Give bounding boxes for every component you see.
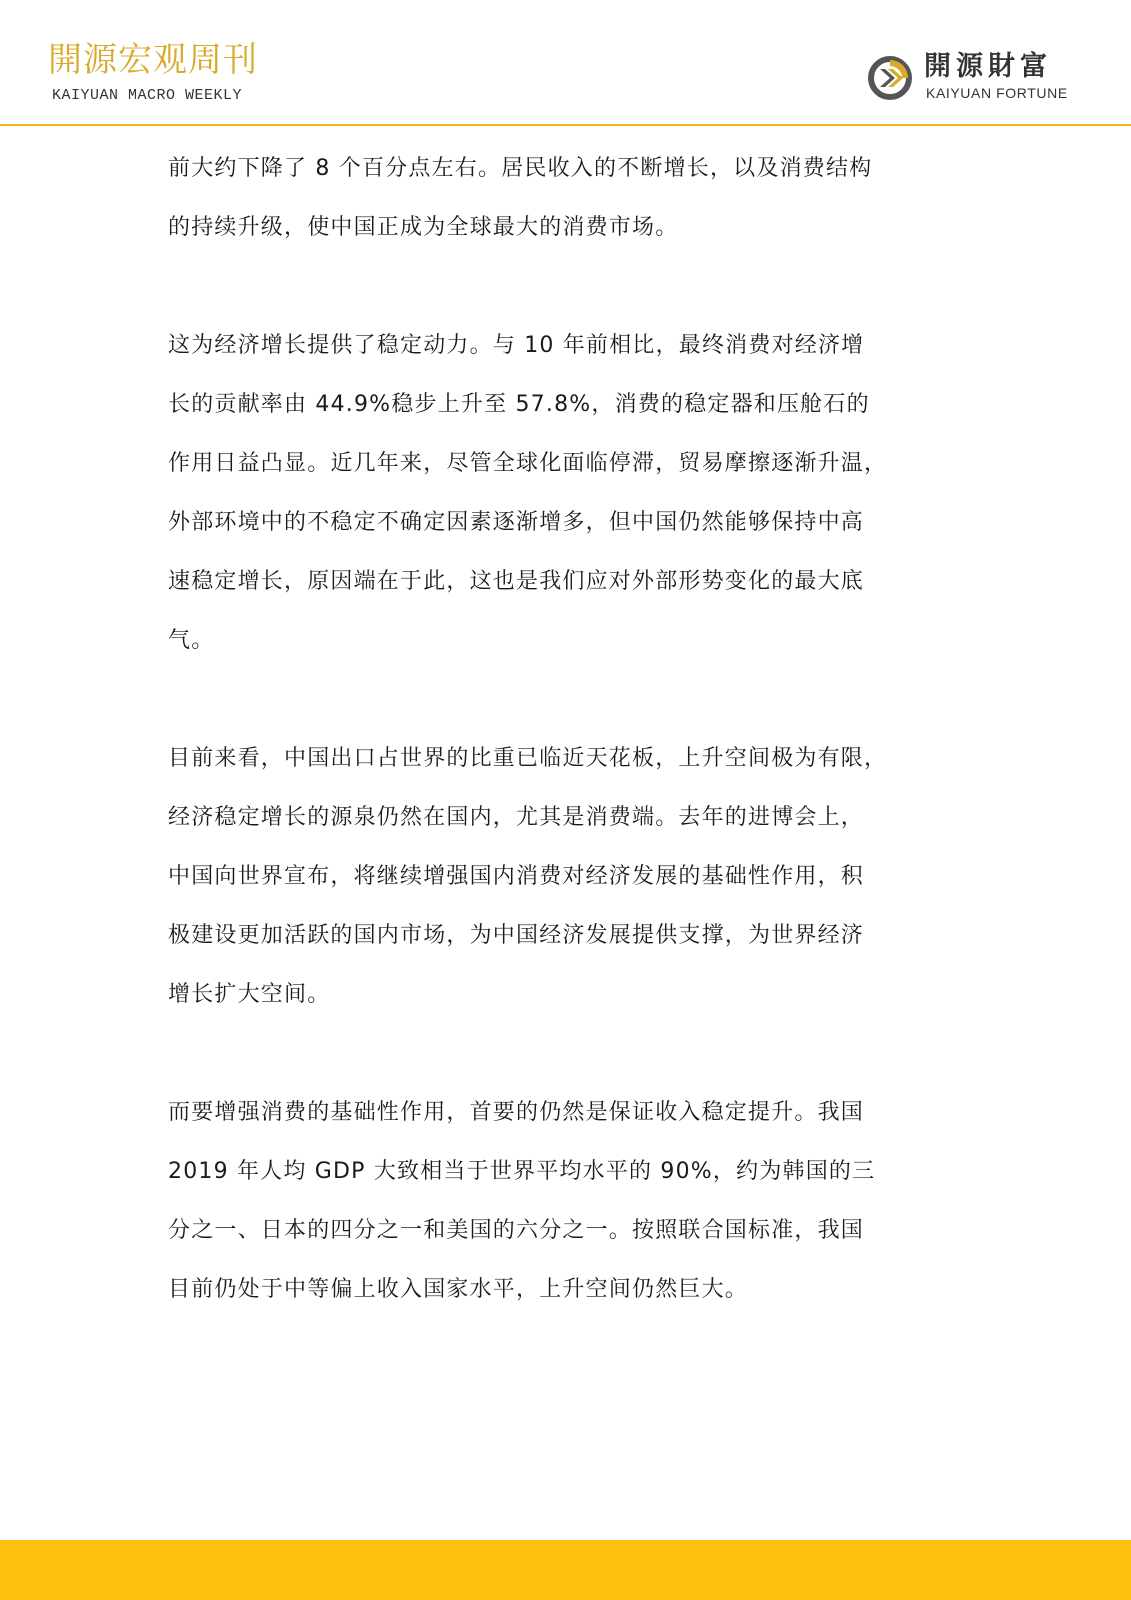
- brand-name-english: KAIYUAN FORTUNE: [926, 85, 1068, 101]
- text-line: 分之一、日本的四分之一和美国的六分之一。按照联合国标准，我国: [168, 1218, 865, 1243]
- paragraph: [168, 729, 958, 1024]
- text-line: 2019 年人均 GDP 大致相当于世界平均水平的 90%，约为韩国的三: [168, 1159, 876, 1184]
- text-line: 速稳定增长，原因端在于此，这也是我们应对外部形势变化的最大底: [168, 569, 865, 594]
- text-line: 目前仍处于中等偏上收入国家水平，上升空间仍然巨大。: [168, 1277, 749, 1302]
- publication-subtitle: KAIYUAN MACRO WEEKLY: [52, 87, 243, 104]
- kaiyuan-fortune-logo-icon: [866, 54, 914, 102]
- text-line: 而要增强消费的基础性作用，首要的仍然是保证收入稳定提升。我国: [168, 1100, 865, 1125]
- brand-name-chinese: 開源財富: [924, 51, 1052, 82]
- text-line: 气。: [168, 628, 215, 653]
- text-line: 作用日益凸显。近几年来，尽管全球化面临停滞，贸易摩擦逐渐升温，: [168, 451, 888, 476]
- page-header: [0, 0, 1131, 126]
- footer-bar: [0, 1540, 1131, 1600]
- paragraph: [168, 139, 958, 257]
- text-line: 这为经济增长提供了稳定动力。与 10 年前相比，最终消费对经济增: [168, 333, 865, 358]
- text-line: 前大约下降了 8 个百分点左右。居民收入的不断增长，以及消费结构: [168, 156, 873, 181]
- text-line: 目前来看，中国出口占世界的比重已临近天花板，上升空间极为有限，: [168, 746, 888, 771]
- publication-title: 開源宏观周刊: [48, 40, 258, 80]
- text-line: 经济稳定增长的源泉仍然在国内，尤其是消费端。去年的进博会上，: [168, 805, 865, 830]
- paragraph: [168, 316, 958, 670]
- paragraph: [168, 1083, 958, 1319]
- header-divider: [0, 124, 1131, 126]
- text-line: 长的贡献率由 44.9%稳步上升至 57.8%，消费的稳定器和压舱石的: [168, 392, 870, 417]
- text-line: 的持续升级，使中国正成为全球最大的消费市场。: [168, 215, 679, 240]
- text-line: 外部环境中的不稳定不确定因素逐渐增多，但中国仍然能够保持中高: [168, 510, 865, 535]
- text-line: 极建设更加活跃的国内市场，为中国经济发展提供支撑，为世界经济: [168, 923, 865, 948]
- text-line: 中国向世界宣布，将继续增强国内消费对经济发展的基础性作用，积: [168, 864, 865, 889]
- text-line: 增长扩大空间。: [168, 982, 331, 1007]
- article-body: [168, 139, 958, 1378]
- brand-block: [866, 52, 1096, 104]
